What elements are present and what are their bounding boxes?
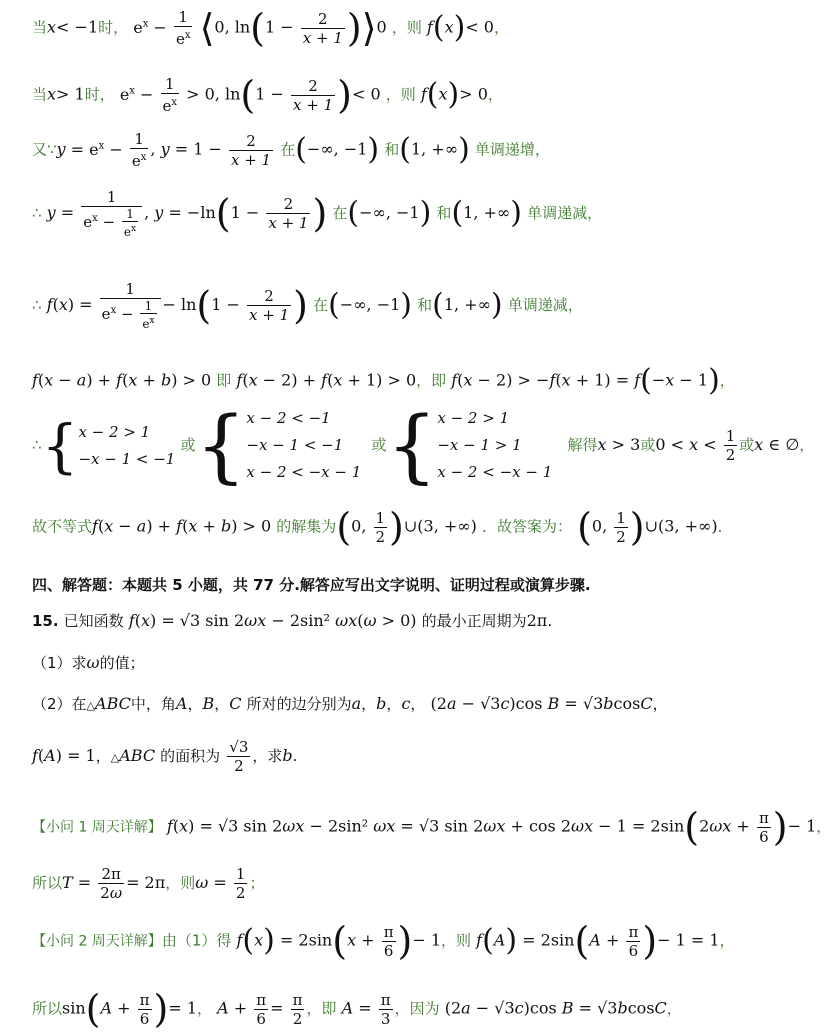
text: 在 — [280, 140, 296, 159]
fraction: $\frac{\pi}{6}$ — [139, 990, 150, 1028]
line-5: ∴ f(x) = 1 $e^x$ − $\frac{1}{e^x}$ − ln(1 − $\frac{2}{x + 1}$ ) 在(−∞, −1) 和(1, +∞) 单调递减， — [32, 280, 583, 331]
text: ， — [799, 436, 815, 454]
fraction: $\frac{2\pi}{2\omega}$ — [100, 865, 123, 902]
question-15-part-1: （1）求ω的值； — [32, 653, 145, 672]
line-4: ∴ y = 1 $e^x$ − $\frac{1}{e^x}$ , y = −ln(1 − $\frac{2}{x + 1}$ ) 在(−∞, −1) 和(1, +∞) 单调递减， — [32, 188, 603, 239]
text: ， — [386, 695, 402, 713]
text: 时， — [84, 85, 115, 104]
text: 又∵ — [32, 140, 57, 159]
answer-2: 【小问 2 周天详解】由（1）得 f(x) = 2sin(x + $\frac{\pi}{6}$ )− 1，则 f(A) = 2sin(A + $\frac{\pi}{6}$ )− 1 = 1， — [32, 919, 735, 963]
fraction: $\frac{1}{2}$ — [725, 427, 736, 464]
fraction: $\frac{\pi}{6}$ — [256, 990, 267, 1028]
text: 和 — [384, 140, 400, 159]
text: 和 — [436, 204, 452, 222]
text: ， — [410, 695, 426, 713]
fraction: $\frac{1}{e^x}$ — [131, 130, 147, 170]
text: 解得 — [567, 436, 598, 454]
text: ，则 — [165, 874, 196, 892]
text: 所以 — [32, 874, 63, 892]
fraction: $\frac{2}{x + 1}$ — [268, 195, 309, 232]
text: ． — [717, 517, 733, 536]
text: ， — [666, 999, 682, 1018]
text: 已知函数 — [63, 612, 124, 630]
line-3: 又∵y = $e^x$ − $\frac{1}{e^x}$ , y = 1 − $\frac{2}{x + 1}$ 在(−∞, −1) 和(1, +∞) 单调递增， — [32, 130, 550, 170]
text: 或 — [640, 436, 656, 454]
text: ； — [249, 874, 265, 892]
text: 单调递增， — [474, 140, 550, 159]
triangle-symbol: △ — [110, 751, 120, 764]
text: 中，角 — [130, 695, 176, 713]
text: ，求 — [252, 747, 283, 765]
text: 单调递减， — [507, 296, 583, 314]
text: 时， — [98, 18, 129, 37]
fraction: $\frac{1}{2}$ — [375, 508, 386, 546]
fraction: $\frac{\pi}{3}$ — [380, 990, 391, 1028]
text: 或 — [739, 436, 755, 454]
answer-tag: 【小问 1 周天详解】 — [32, 819, 162, 836]
line-6: f(x − a) + f(x + b) > 0 即 f(x − 2) + f(x + 1) > 0，即 f(x − 2) > −f(x + 1) = f(−x − 1)， — [32, 363, 735, 398]
text: （1）求 — [32, 654, 87, 672]
text: 或 — [180, 436, 196, 454]
text: ， — [719, 931, 735, 950]
text: ， — [487, 85, 503, 104]
text: ， — [652, 695, 668, 713]
fraction: $\frac{1}{e^x}$ — [162, 75, 178, 115]
text: 和 — [417, 296, 433, 314]
text: ， — [187, 695, 203, 713]
text: 所以 — [32, 999, 63, 1018]
text: 或 — [371, 436, 387, 454]
answer-1b: 所以T = $\frac{2\pi}{2\omega}$ = 2π，则ω = $\frac{1}{2}$ ； — [32, 865, 265, 902]
text: 当 — [32, 85, 48, 104]
answer-2b: 所以sin(A + $\frac{\pi}{6}$ )= 1， A + $\frac{\pi}{6}$ = $\frac{\pi}{2}$ ，即 A = $\frac{\pi}{3}$ ，因为 (2a − √3c)cos B = √3bcosC， — [32, 987, 682, 1031]
answer-1: 【小问 1 周天详解】 f(x) = √3 sin 2ωx − 2sin² ωx = √3 sin 2ωx + cos 2ωx − 1 = 2sin(2ωx + $\frac{\pi}{6}$ )− 1， — [32, 805, 831, 849]
line-1: 当x< −1时， $e^x$ − $\frac{1}{e^x}$ ⟨0, ln(1 − $\frac{2}{x + 1}$ )⟩0 ，则 f(x)< 0， — [32, 6, 509, 50]
fraction: $\frac{2}{x + 1}$ — [249, 287, 290, 324]
text: ，因为 — [394, 999, 440, 1018]
text: ， — [816, 817, 831, 836]
text: ，即 — [306, 999, 337, 1018]
text: 在 — [313, 296, 329, 314]
fraction: $\frac{\pi}{6}$ — [628, 922, 639, 960]
text: ，则 — [391, 18, 422, 37]
line-8: 故不等式f(x − a) + f(x + b) > 0 的解集为(0, $\frac{1}{2}$ )∪(3, +∞) ．故答案为： (0, $\frac{1}{2}$ )∪(3, +∞)． — [32, 505, 733, 549]
text: ， — [719, 371, 735, 390]
fraction: $\frac{\pi}{6}$ — [758, 808, 769, 846]
fraction: $\frac{1}{2}$ — [616, 508, 626, 546]
line-2: 当x> 1时， $e^x$ − $\frac{1}{e^x}$ > 0, ln(1 − $\frac{2}{x + 1}$ )< 0 ，则 f(x)> 0， — [32, 73, 503, 117]
question-15-part-2: （2）在△ABC中，角A，B，C 所对的边分别为a，b，c， (2a − √3c)cos B = √3bcosC， — [32, 694, 668, 713]
fraction: $\frac{2}{x + 1}$ — [302, 9, 343, 47]
text: ，即 — [416, 371, 447, 390]
fraction: $\frac{1}{e^x}$ — [175, 8, 191, 48]
fraction: $\frac{√3}{2}$ — [229, 738, 249, 775]
text: ∴ — [32, 296, 42, 314]
text: 由（1）得 — [161, 931, 232, 950]
fraction: 1 $e^x$ − $\frac{1}{e^x}$ — [81, 188, 142, 239]
text: 故不等式 — [32, 517, 93, 536]
fraction: $\frac{2}{x + 1}$ — [230, 131, 272, 169]
question-number: 15. — [32, 612, 59, 630]
triangle-symbol: △ — [86, 699, 96, 712]
text: ，则 — [385, 85, 416, 104]
text: ， — [361, 695, 377, 713]
fraction: $\frac{\pi}{2}$ — [292, 990, 303, 1028]
text: 的面积为 — [160, 747, 221, 765]
fraction: $\frac{1}{2}$ — [235, 865, 246, 902]
text: 在 — [332, 204, 348, 222]
text: ，则 — [441, 931, 472, 950]
text: ， — [493, 18, 509, 37]
fraction: $\frac{\pi}{6}$ — [383, 922, 394, 960]
fraction: 1 $e^x$ − $\frac{1}{e^x}$ — [100, 280, 161, 331]
text: 所对的边分别为 — [246, 695, 352, 713]
question-15-part-2b: f(A) = 1，△ABC 的面积为 $\frac{√3}{2}$ ，求b. — [32, 738, 298, 775]
text: ∴ — [32, 436, 42, 454]
text: （2）在 — [32, 695, 87, 713]
fraction: $\frac{2}{x + 1}$ — [293, 76, 334, 114]
text: 的解集为 — [276, 517, 337, 536]
text: ， — [95, 747, 111, 765]
question-15: 15. 已知函数 f(x) = √3 sin 2ωx − 2sin² ωx(ω > 0) 的最小正周期为2π. — [32, 611, 553, 630]
text: ， — [214, 695, 230, 713]
text: 即 — [216, 371, 232, 390]
line-7: ∴{x − 2 > 1 −x − 1 < −1 或{x − 2 < −1 −x − 1 < −1 x − 2 < −x − 1 或{x − 2 > 1 −x − 1 > 1 x − 2 < −x − 1 解得x > 3或0 < x < $\frac{1}{2}$ 或x ∈ ∅， — [32, 398, 815, 492]
text: 的最小正周期为 — [421, 612, 527, 630]
text: ∴ — [32, 204, 42, 222]
text: ．故答案为： — [481, 517, 572, 536]
text: 单调递减， — [527, 204, 603, 222]
text: . — [547, 612, 553, 630]
answer-tag: 【小问 2 周天详解】 — [32, 933, 162, 950]
text: 的值； — [99, 654, 145, 672]
text: 当 — [32, 18, 48, 37]
section-heading: 四、解答题：本题共 5 小题，共 77 分.解答应写出文字说明、证明过程或演算步骤. — [32, 576, 591, 594]
